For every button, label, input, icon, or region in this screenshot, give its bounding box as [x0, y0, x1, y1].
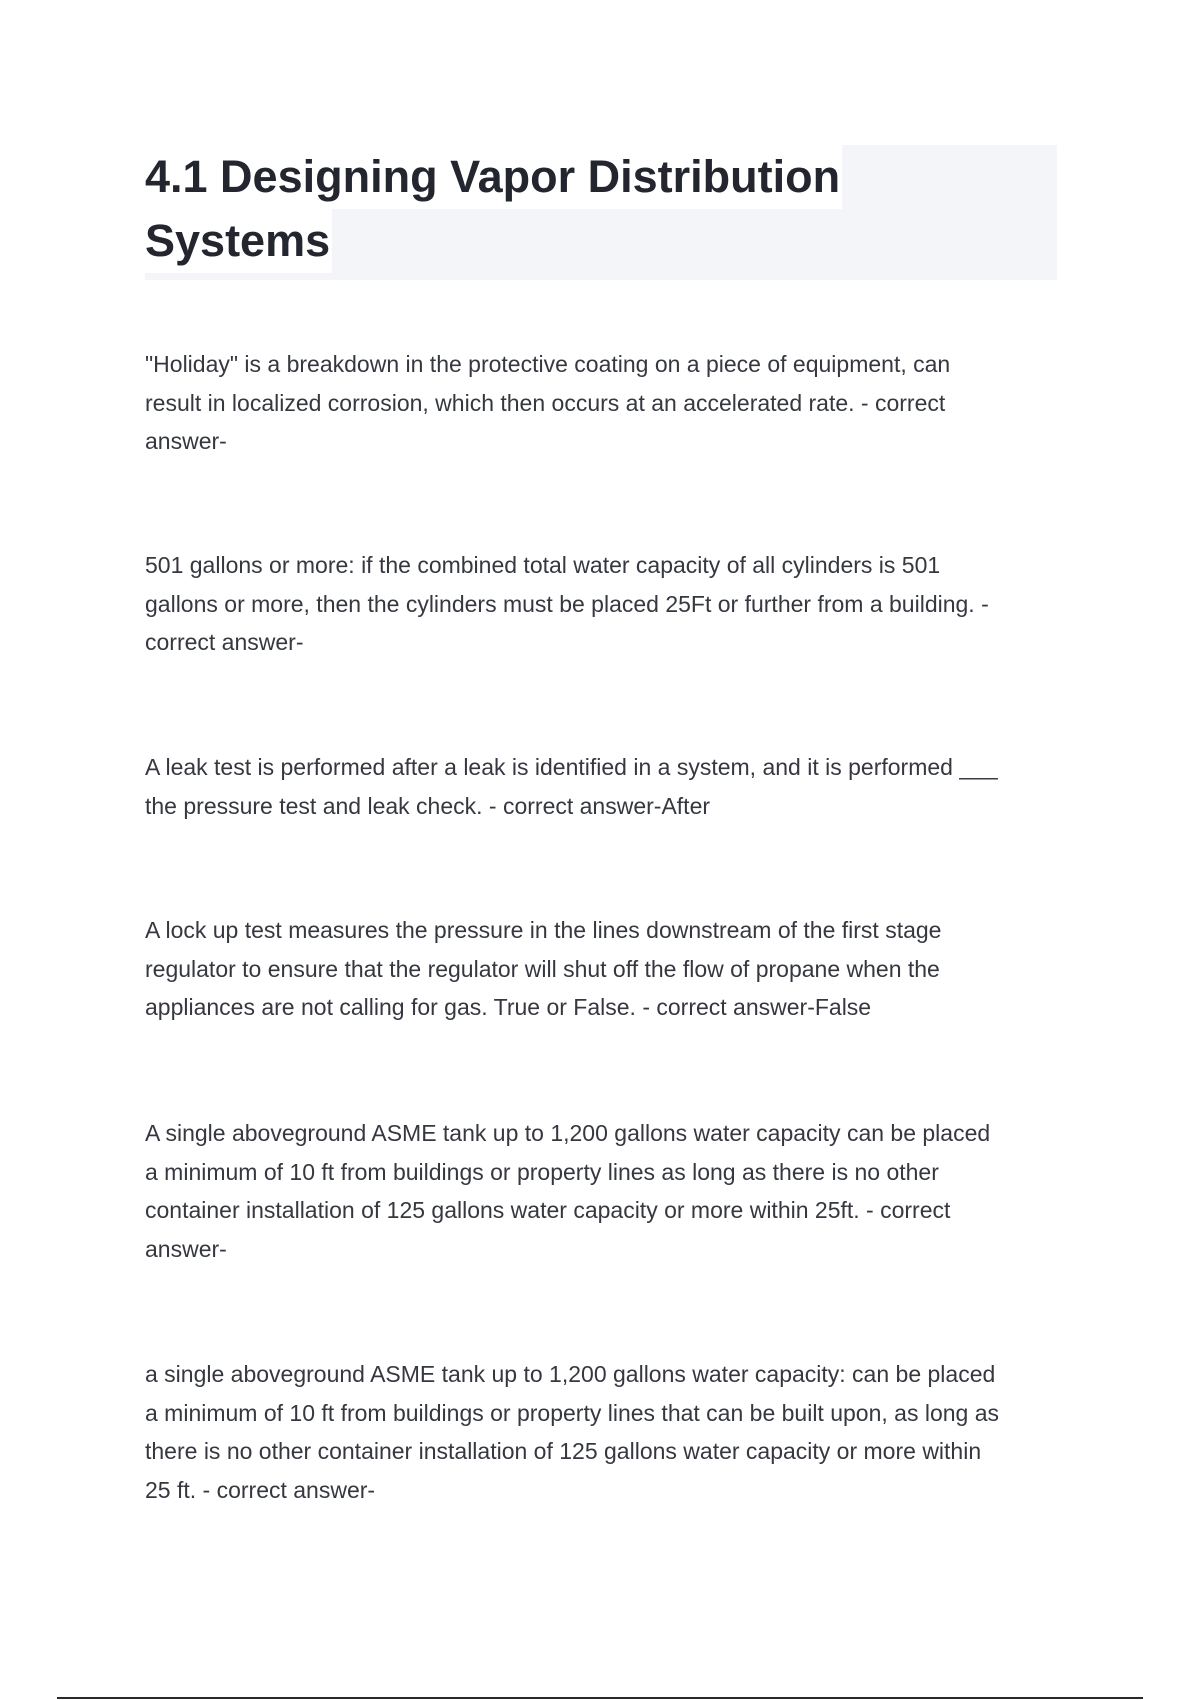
flashcard-text-line: there is no other container installation of 125 gallons water capacity or more within: [145, 1438, 982, 1464]
flashcard-text-line: correct answer-: [145, 629, 304, 655]
flashcard: [145, 546, 1057, 662]
flashcard-text-line: result in localized corrosion, which then occurs at an accelerated rate. - correct: [145, 389, 946, 416]
flashcard: [145, 1114, 1057, 1268]
flashcard-text-line: 501 gallons or more: if the combined total water capacity of all cylinders is 501: [145, 552, 941, 578]
page-bottom-divider: [57, 1697, 1143, 1699]
flashcard-text-line: A leak test is performed after a leak is identified in a system, and it is performed ___: [145, 754, 998, 780]
flashcard-text-line: "Holiday" is a breakdown in the protective coating on a piece of equipment, can: [145, 351, 951, 377]
flashcard: [145, 1355, 1057, 1509]
flashcard-text-line: A single aboveground ASME tank up to 1,200 gallons water capacity can be placed: [145, 1120, 991, 1146]
flashcard-text-line: 25 ft. - correct answer-: [145, 1476, 376, 1503]
flashcard-text-line: container installation of 125 gallons water capacity or more within 25ft. - correct: [145, 1197, 951, 1223]
flashcard-text-line: a minimum of 10 ft from buildings or property lines as long as there is no other: [145, 1158, 939, 1185]
page-title-line-2: Systems: [145, 209, 332, 273]
flashcard: [145, 748, 1057, 825]
flashcard: [145, 911, 1057, 1027]
flashcard-text-line: answer-: [145, 1235, 227, 1262]
flashcard-text-line: the pressure test and leak check. - correct answer-After: [145, 792, 711, 819]
flashcard-text-line: a minimum of 10 ft from buildings or property lines that can be built upon, as long as: [145, 1399, 1000, 1426]
page-title-line-1: 4.1 Designing Vapor Distribution: [145, 145, 842, 209]
flashcard-text-line: a single aboveground ASME tank up to 1,200 gallons water capacity: can be placed: [145, 1361, 996, 1387]
page-title: [145, 145, 1057, 280]
flashcard-text-line: appliances are not calling for gas. True or False. - correct answer-False: [145, 994, 872, 1020]
flashcard-text-line: answer-: [145, 428, 227, 454]
document-page: [145, 145, 1057, 1503]
flashcard-text-line: regulator to ensure that the regulator will shut off the flow of propane when the: [145, 955, 940, 982]
flashcard-text-line: A lock up test measures the pressure in the lines downstream of the first stage: [145, 917, 942, 943]
flashcard-text-line: gallons or more, then the cylinders must be placed 25Ft or further from a building. -: [145, 590, 989, 617]
flashcard: [145, 345, 1057, 461]
